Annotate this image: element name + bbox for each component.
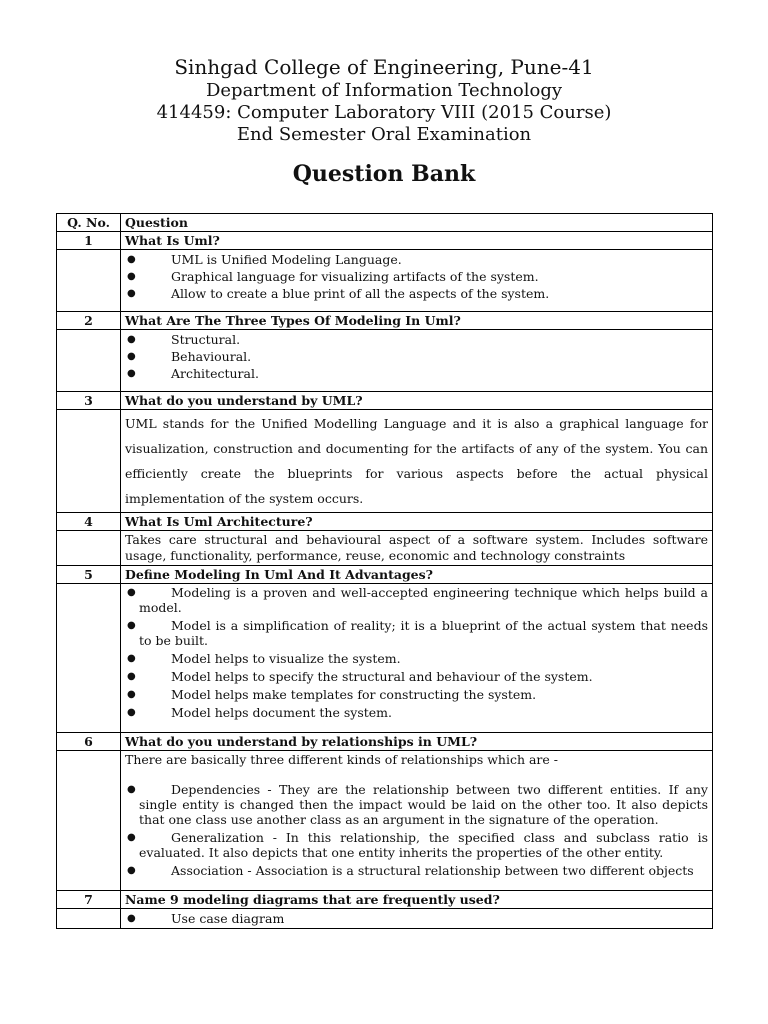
list-item: ● Graphical language for visualizing artifacts of the system. <box>127 269 539 284</box>
question-row <box>57 513 713 531</box>
question-number: 7 <box>57 891 121 909</box>
col-header-question: Question <box>121 214 713 232</box>
question-row <box>57 232 713 250</box>
list-item: ● Dependencies - They are the relationship between two different entities. If any single entity is changed then the impact would be laid on the other too. It also depicts that one class use another class as an argument in the signature of the operation. <box>127 782 708 827</box>
col-header-no: Q. No. <box>57 214 121 232</box>
list-item: ● Allow to create a blue print of all the aspects of the system. <box>127 286 550 301</box>
answer-row <box>57 751 713 891</box>
answer-intro: There are basically three different kinds of relationships which are - <box>125 752 559 767</box>
question-number: 2 <box>57 312 121 330</box>
question-number: 5 <box>57 566 121 584</box>
list-item: ● Association - Association is a structural relationship between two different objects <box>127 863 694 878</box>
question-text: Define Modeling In Uml And It Advantages? <box>121 566 713 584</box>
list-item: ● Generalization - In this relationship, the specified class and subclass ratio is evaluated. It also depicts that one entity inherits the properties of the other entity. <box>127 830 708 860</box>
question-text: What do you understand by relationships in UML? <box>121 733 713 751</box>
answer-row <box>57 410 713 513</box>
course-name: 414459: Computer Laboratory VIII (2015 Course) <box>156 102 612 123</box>
answer-row <box>57 584 713 733</box>
page-title: Question Bank <box>292 161 476 187</box>
question-number: 6 <box>57 733 121 751</box>
question-row <box>57 891 713 909</box>
question-text: What Is Uml? <box>121 232 713 250</box>
answer-cell <box>121 909 713 929</box>
list-item: ● Use case diagram <box>127 911 285 926</box>
list-item: ● Model helps to visualize the system. <box>127 651 401 666</box>
college-name: Sinhgad College of Engineering, Pune-41 <box>174 55 594 79</box>
answer-row <box>57 250 713 312</box>
question-table <box>56 213 713 929</box>
question-text: What Are The Three Types Of Modeling In Uml? <box>121 312 713 330</box>
document-header <box>0 54 768 146</box>
list-item: ● Behavioural. <box>127 349 252 364</box>
answer-cell <box>121 250 713 312</box>
answer-cell <box>121 531 713 566</box>
answer-row <box>57 531 713 566</box>
answer-cell <box>121 584 713 733</box>
list-item: ● Model helps make templates for constructing the system. <box>127 687 537 702</box>
question-row <box>57 566 713 584</box>
answer-cell <box>121 410 713 513</box>
department-name: Department of Information Technology <box>205 80 563 101</box>
answer-cell <box>121 330 713 392</box>
answer-paragraph: Takes care structural and behavioural aspect of a software system. Includes software usage, functionality, performance, reuse, economic and technology constraints <box>125 532 708 563</box>
question-text: What do you understand by UML? <box>121 392 713 410</box>
answer-paragraph: UML stands for the Unified Modelling Language and it is also a graphical language for visualization, construction and documenting for the artifacts of any of the system. You can efficiently create the blueprints for various aspects before the actual physical implementation of the system occurs. <box>125 416 708 506</box>
question-text: What Is Uml Architecture? <box>121 513 713 531</box>
question-number: 4 <box>57 513 121 531</box>
question-text: Name 9 modeling diagrams that are frequently used? <box>121 891 713 909</box>
question-row <box>57 733 713 751</box>
list-item: ● Model is a simplification of reality; it is a blueprint of the actual system that needs to be built. <box>127 618 708 648</box>
exam-name: End Semester Oral Examination <box>236 124 532 145</box>
question-row <box>57 312 713 330</box>
answer-cell <box>121 751 713 891</box>
list-item: ● Model helps document the system. <box>127 705 392 720</box>
question-number: 3 <box>57 392 121 410</box>
answer-row <box>57 909 713 929</box>
question-number: 1 <box>57 232 121 250</box>
question-row <box>57 392 713 410</box>
list-item: ● Architectural. <box>127 366 259 381</box>
list-item: ● Structural. <box>127 332 241 347</box>
list-item: ● UML is Unified Modeling Language. <box>127 252 402 267</box>
list-item: ● Modeling is a proven and well-accepted engineering technique which helps build a model. <box>127 585 708 615</box>
list-item: ● Model helps to specify the structural and behaviour of the system. <box>127 669 593 684</box>
table-header-row <box>57 214 713 232</box>
answer-row <box>57 330 713 392</box>
